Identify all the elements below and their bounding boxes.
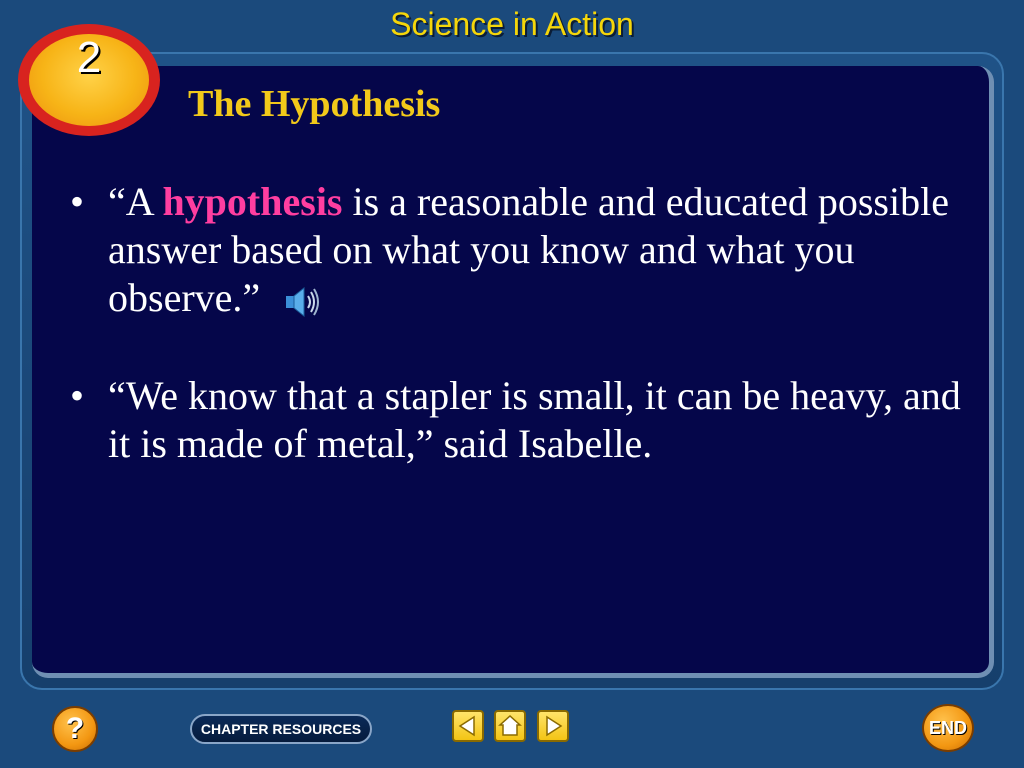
- bullet-item-hypothesis: [60, 178, 980, 322]
- slide-title: The Hypothesis: [188, 83, 441, 125]
- next-button[interactable]: [537, 710, 569, 742]
- home-button[interactable]: [494, 710, 526, 742]
- speaker-icon[interactable]: [282, 282, 322, 322]
- bullet-item-stapler: [60, 372, 980, 468]
- help-button[interactable]: ?: [52, 706, 98, 752]
- hypothesis-term: hypothesis: [162, 179, 343, 224]
- bullet-prefix: “A: [108, 179, 163, 224]
- bullet-list: [60, 178, 980, 468]
- bullet-text: “We know that a stapler is small, it can be heavy, and it is made of metal,” said Isabelle.: [108, 373, 961, 466]
- end-button[interactable]: END: [922, 704, 974, 752]
- bullet-suffix: is a reasonable and educated possible answer based on what you know and what you observe.”: [108, 179, 949, 320]
- bullet-dot: •: [70, 373, 85, 418]
- chapter-resources-button[interactable]: CHAPTER RESOURCES: [190, 714, 372, 744]
- bullet-dot: •: [70, 179, 85, 224]
- arrow-right-icon: [539, 712, 567, 740]
- home-icon: [496, 712, 524, 740]
- arrow-left-icon: [454, 712, 482, 740]
- previous-button[interactable]: [452, 710, 484, 742]
- header-title: Science in Action: [390, 6, 634, 42]
- section-number: 2: [76, 33, 102, 82]
